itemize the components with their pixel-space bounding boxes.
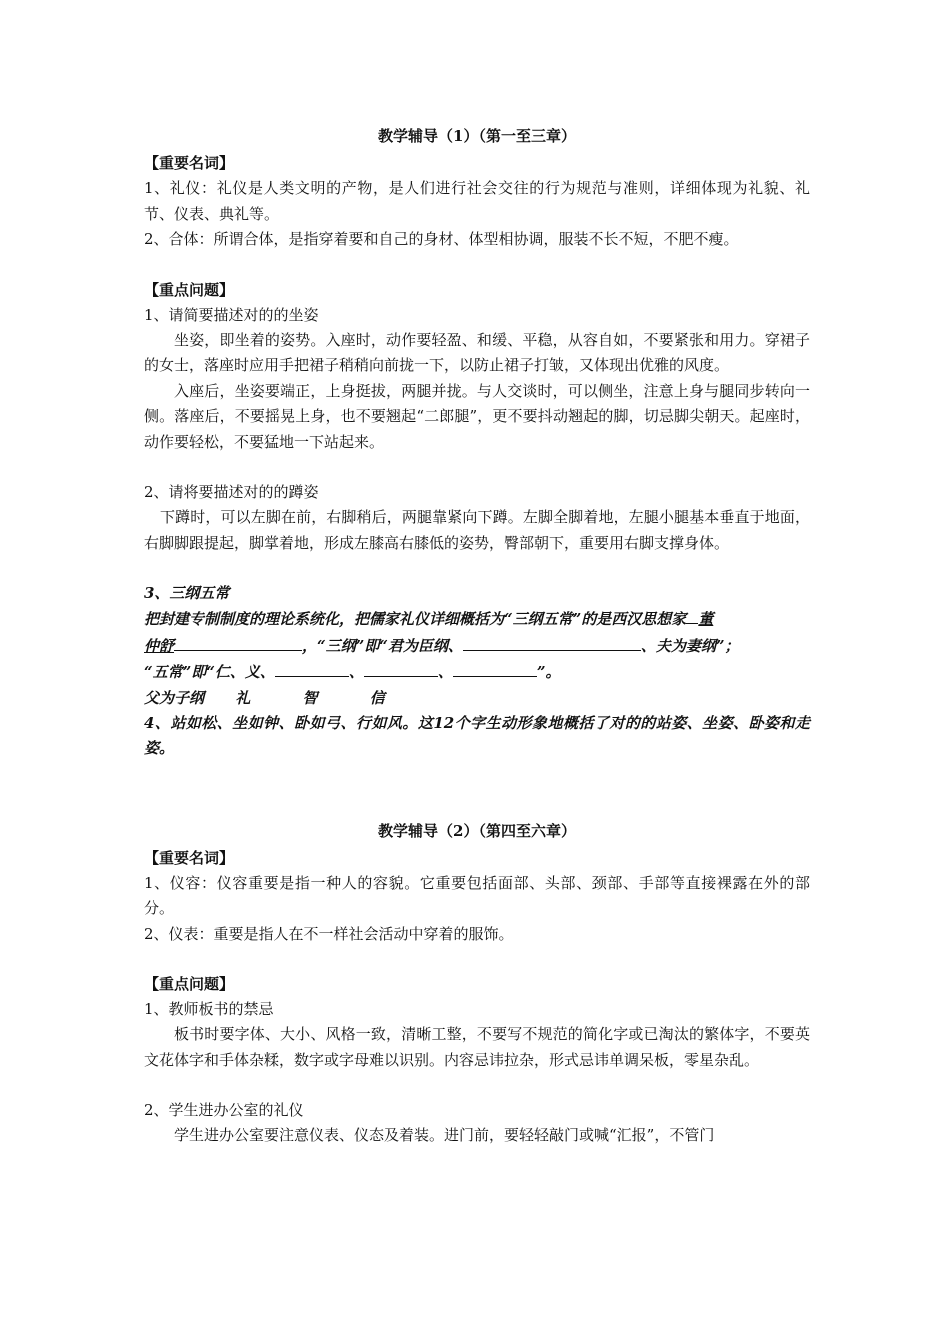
q3-blank-4 [364, 659, 438, 677]
section2-title: 教学辅导（2）（第四至六章） [378, 821, 576, 840]
q3-answer-zhongshu: 仲舒 [144, 636, 175, 655]
document-content [144, 124, 810, 1149]
section1-term-heti: 2、合体：所谓合体，是指穿着要和自己的身材、体型相协调，服装不长不短，不肥不瘦。 [144, 230, 739, 248]
section2-issues-heading: 【重点问题】 [144, 975, 235, 993]
section1-term-liyi: 1、礼仪：礼仪是人类文明的产物，是人们进行社会交往的行为规范与准则，详细体现为礼貌、礼节、仪表、典礼等。 [144, 179, 810, 223]
section1-q3-answers: 父为子纲 礼 智 信 [144, 688, 385, 707]
section1-question-4: 4、站如松、坐如钟、卧如弓、行如风。这12个字生动形象地概括了对的的站姿、坐姿、卧姿和走姿。 [144, 713, 810, 757]
spacer [144, 947, 810, 972]
section2 [144, 819, 810, 1149]
q3-answer-dong: 董 [698, 610, 714, 628]
section2-question-2: 2、学生进办公室的礼仪 [144, 1101, 304, 1119]
section1-q2-paragraph: 下蹲时，可以左脚在前，右脚稍后，两腿靠紧向下蹲。左脚全脚着地，左腿小腿基本垂直于地面，右脚脚跟提起，脚掌着地，形成左膝高右膝低的姿势，臀部朝下，重要用右脚支撑身体。 [144, 508, 810, 552]
section1-question-2: 2、请将要描述对的的蹲姿 [144, 483, 319, 501]
q3-blank-lead [686, 606, 698, 624]
section2-q1-paragraph: 板书时要字体、大小、风格一致，清晰工整，不要写不规范的简化字或已淘汰的繁体字，不要英文花体字和手体杂糅，数字或字母难以识别。内容忌讳拉杂，形式忌讳单调呆板，零星杂乱。 [144, 1025, 810, 1069]
q3-text-g: 、 [348, 663, 364, 681]
section1-question-1: 1、请简要描述对的的坐姿 [144, 305, 319, 324]
section1-q1-paragraph-1: 坐姿，即坐着的姿势。入座时，动作要轻盈、和缓、平稳，从容自如，不要紧张和用力。穿裙子的女士，落座时应用手把裙子稍稍向前拢一下，以防止裙子打皱，又体现出优雅的风度。 [144, 330, 810, 374]
section2-q2-paragraph: 学生进办公室要注意仪表、仪态及着装。进门前，要轻轻敲门或喊“汇报”，不管门 [174, 1126, 715, 1144]
section2-question-1: 1、教师板书的禁忌 [144, 1000, 274, 1018]
section1-q3-fill-in [144, 606, 810, 686]
q3-blank-1 [174, 633, 302, 651]
section1-terms-heading: 【重要名词】 [144, 154, 235, 172]
section1-title: 教学辅导（1）（第一至三章） [378, 127, 576, 145]
spacer [144, 455, 810, 480]
section2-term-yirong: 1、仪容：仪容重要是指一种人的容貌。它重要包括面部、头部、颈部、手部等直接裸露在外的部分。 [144, 873, 810, 917]
q3-text-h: 、 [437, 663, 453, 681]
section2-terms-heading: 【重要名词】 [144, 848, 235, 867]
q3-blank-3 [275, 659, 349, 677]
section1-question-3: 3、三纲五常 [144, 584, 230, 602]
spacer [144, 1073, 810, 1098]
q3-blank-2 [463, 633, 641, 651]
q3-text-a: 把封建专制制度的理论系统化，把儒家礼仪详细概括为“三纲五常”的是西汉思想家 [144, 610, 687, 628]
section1-issues-heading: 【重点问题】 [144, 280, 235, 299]
q3-text-i: ”。 [536, 663, 561, 681]
q3-text-e: 、夫为妻纲”； [640, 636, 740, 655]
section2-term-yibiao: 2、仪表：重要是指人在不一样社会活动中穿着的服饰。 [144, 924, 514, 943]
q3-text-d: ，“三纲”即“君为臣纲、 [302, 636, 463, 655]
q3-blank-5 [453, 659, 537, 677]
spacer [144, 556, 810, 581]
q3-text-f: “五常”即“仁、义、 [144, 663, 275, 681]
spacer [144, 253, 810, 278]
section1-q1-paragraph-2: 入座后，坐姿要端正，上身挺拔，两腿并拢。与人交谈时，可以侧坐，注意上身与腿同步转向一侧。落座后，不要摇晃上身，也不要翘起“二郎腿”，更不要抖动翘起的脚，切忌脚尖朝天。起座时，动作要轻松，不要猛地一下站起来。 [144, 381, 810, 451]
